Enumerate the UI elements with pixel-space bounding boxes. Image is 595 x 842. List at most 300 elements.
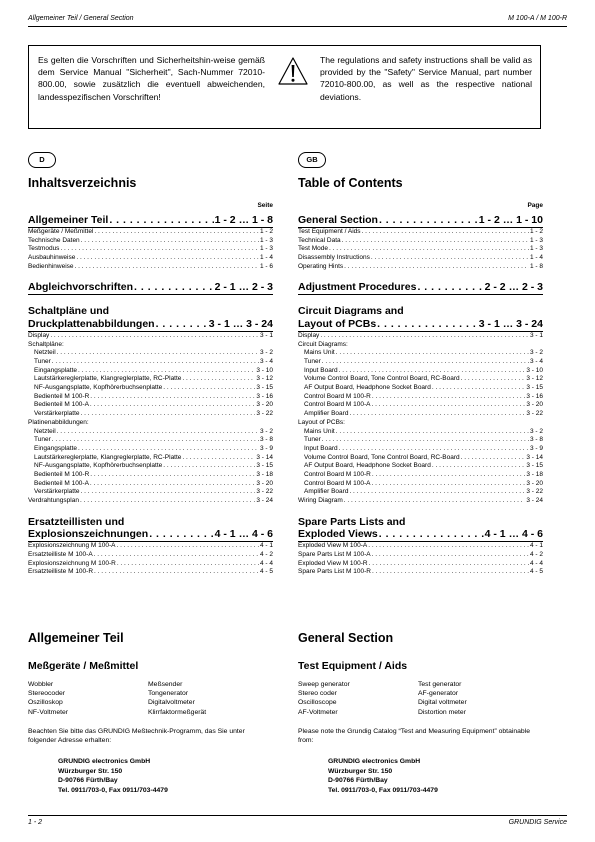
toc-entry-label: Exploded View M 100-A (298, 542, 368, 550)
toc-entry[interactable] (28, 367, 273, 376)
toc-entry-label: Verstärkerplatte (34, 488, 80, 496)
toc-entry[interactable] (28, 384, 273, 393)
equipment-item: Stereocoder (28, 690, 66, 698)
toc-entry[interactable] (28, 497, 273, 506)
toc-entry-page: 3 - 18 (256, 470, 273, 478)
toc-entries (28, 331, 273, 506)
toc-entry-label: Control Board M 100-R (304, 392, 371, 400)
address-line: Tel. 0911/703-0, Fax 0911/703-4479 (328, 787, 438, 794)
toc-entry-page: 3 - 20 (256, 479, 273, 487)
toc-section-heading (28, 318, 273, 330)
toc-section-title-line1: Ersatzteillisten und (28, 515, 125, 528)
toc-entry-page: 3 - 15 (256, 462, 273, 470)
toc-entry-label: Meßgeräte / Meßmittel (28, 228, 94, 235)
toc-entries (298, 227, 543, 271)
toc-entry[interactable] (28, 401, 273, 410)
dot-leader (336, 428, 529, 437)
general-title: General Section (298, 631, 394, 645)
toc-section (298, 281, 543, 295)
dot-leader (78, 367, 255, 376)
toc-section-title: General Section (298, 214, 378, 226)
warning-triangle-icon (277, 56, 309, 86)
toc-entry-page: 4 - 5 (259, 568, 273, 576)
toc-section-heading (298, 318, 543, 330)
dot-leader (371, 480, 525, 489)
dot-leader (461, 454, 526, 463)
toc-entry[interactable] (298, 560, 543, 569)
toc-entry[interactable] (28, 341, 273, 350)
toc-section-page: 1 - 2 … 1 - 10 (478, 214, 543, 226)
toc-section (298, 516, 543, 577)
toc-entries (28, 294, 273, 295)
general-section-de (28, 630, 288, 796)
toc-entry[interactable] (298, 349, 543, 358)
dot-leader (344, 263, 529, 272)
toc-section (28, 516, 273, 577)
general-subtitle: Meßgeräte / Meßmittel (28, 660, 139, 672)
toc-entry-label: Explosionszeichnung M 100-A (28, 542, 116, 550)
toc-entry[interactable] (28, 480, 273, 489)
toc-entry[interactable] (28, 358, 273, 367)
toc-entry-page: 1 - 3 (529, 245, 543, 253)
dot-leader (339, 367, 526, 376)
toc-entry[interactable] (298, 341, 543, 350)
toc-section-page: 1 - 2 … 1 - 8 (214, 214, 273, 226)
toc-entry-label: Testmodus (28, 245, 60, 253)
toc-entry-page: 3 - 14 (526, 453, 543, 461)
toc-entry-label: Input Board (304, 444, 338, 452)
dot-leader (182, 454, 255, 463)
toc-entries (298, 331, 543, 506)
dot-leader (339, 445, 529, 454)
dot-leader (349, 410, 525, 419)
toc-entry-label: NF-Ausgangsplatte, Kopfhörerbuchsenplatte (34, 462, 163, 470)
toc-section-title: Allgemeiner Teil (28, 214, 109, 226)
dot-leader (90, 401, 255, 410)
toc-entry[interactable] (298, 428, 543, 437)
toc-entry-page: 4 - 5 (529, 568, 543, 576)
toc-entry-page: 3 - 22 (526, 410, 543, 418)
toc-entry-label: Tuner (304, 358, 321, 365)
toc-entry-label: Platinenabbildungen: (28, 418, 89, 426)
toc-section-title: Adjustment Procedures (298, 281, 417, 294)
toc-title: Table of Contents (298, 176, 403, 190)
toc-entry-label: Amplifier Board (304, 410, 349, 418)
toc-column-de (28, 174, 273, 577)
toc-entry-label: Ersatzteilliste M 100-R (28, 568, 94, 576)
toc-entry-label: Mains Unit (304, 427, 335, 435)
toc-entry-label: Test Equipment / Aids (298, 228, 361, 235)
toc-entry-page: 3 - 24 (526, 497, 543, 504)
toc-entry-page: 1 - 6 (259, 262, 273, 270)
toc-entry-page: 3 - 2 (259, 427, 273, 435)
dot-leader (163, 462, 255, 471)
toc-entry-label: Eingangsplatte (34, 366, 78, 374)
toc-entry[interactable] (298, 454, 543, 463)
toc-entry-page: 1 - 3 (259, 245, 273, 253)
toc-entry[interactable] (298, 445, 543, 454)
toc-entry-page: 3 - 15 (526, 384, 543, 392)
toc-section-title: Druckplattenabbildungen (28, 317, 155, 330)
toc-section-heading (298, 214, 543, 226)
toc-entry[interactable] (28, 445, 273, 454)
toc-entry[interactable] (28, 419, 273, 428)
toc-entry[interactable] (298, 245, 543, 254)
dot-leader (60, 245, 259, 254)
dot-leader (90, 480, 255, 489)
dot-leader (349, 488, 525, 497)
dot-leader (57, 349, 259, 358)
toc-entry[interactable] (298, 393, 543, 402)
toc-section-page: 4 - 1 … 4 - 6 (484, 528, 543, 541)
dot-leader (156, 318, 208, 330)
toc-entry[interactable] (298, 497, 543, 506)
toc-entry-label: Ausbauhinweise (28, 254, 76, 262)
toc-entry[interactable] (28, 375, 273, 384)
toc-entry[interactable] (298, 480, 543, 489)
toc-section-heading (28, 281, 273, 293)
toc-entry-label: Volume Control Board, Tone Control Board, RC-Board (304, 375, 460, 383)
toc-section-page: 4 - 1 … 4 - 6 (214, 528, 273, 541)
toc-entry[interactable] (298, 237, 543, 246)
toc-section-title: Layout of PCBs (298, 317, 377, 330)
equipment-item: Digitalvoltmeter (148, 699, 195, 707)
toc-entry-page: 3 - 2 (259, 349, 273, 357)
toc-entry-label: Tuner (34, 436, 51, 444)
toc-entry-page: 3 - 4 (259, 358, 273, 365)
dot-leader (417, 281, 483, 293)
toc-entry-page: 3 - 4 (529, 358, 543, 365)
toc-entry[interactable] (298, 401, 543, 410)
toc-entry-page: 3 - 24 (256, 497, 273, 504)
page-footer (28, 815, 567, 828)
equipment-item: NF-Voltmeter (28, 708, 69, 716)
toc-entry-label: Display (28, 331, 50, 339)
toc-entry[interactable] (298, 228, 543, 237)
toc-entry-page: 3 - 8 (259, 436, 273, 444)
toc-entry-page: 3 - 15 (256, 384, 273, 392)
toc-entry[interactable] (298, 488, 543, 497)
toc-entry[interactable] (298, 332, 543, 341)
toc-entry-label: NF-Ausgangsplatte, Kopfhörerbuchsenplatte (34, 384, 163, 392)
dot-leader (342, 237, 529, 246)
equipment-list (28, 680, 288, 717)
equipment-item: Sweep generator (298, 681, 350, 688)
dot-leader (320, 332, 529, 341)
toc-entry-page: 3 - 12 (526, 375, 543, 383)
toc-entry-page: 1 - 3 (259, 236, 273, 244)
footer-page-number: 1 - 2 (28, 819, 43, 826)
dot-leader (81, 237, 259, 246)
toc-entry[interactable] (28, 245, 273, 254)
toc-section-title: Exploded Views (298, 528, 378, 541)
dot-leader (322, 436, 529, 445)
dot-leader (377, 318, 478, 330)
toc-entries (298, 541, 543, 577)
dot-leader (368, 542, 529, 551)
toc-entry[interactable] (28, 462, 273, 471)
language-badge-gb: GB (298, 152, 326, 168)
dot-leader (80, 497, 255, 506)
toc-entry-label: Test Mode (298, 245, 328, 253)
toc-entry-page: 3 - 9 (259, 444, 273, 452)
toc-entry-page: 3 - 2 (529, 427, 543, 435)
toc-entry-label: Spare Parts List M 100-A (298, 550, 371, 558)
dot-leader (90, 393, 255, 402)
toc-entry-label: Tuner (34, 358, 51, 365)
toc-entry-page: 3 - 8 (529, 436, 543, 444)
dot-leader (379, 528, 484, 540)
equipment-item: Wobbler (28, 681, 54, 688)
toc-entry-page: 1 - 3 (529, 236, 543, 244)
dot-leader (81, 488, 256, 497)
dot-leader (362, 228, 529, 237)
dot-leader (329, 245, 529, 254)
toc-entry[interactable] (28, 428, 273, 437)
toc-section-title-line1: Spare Parts Lists and (298, 515, 406, 528)
toc-entry-label: Disassembly Instructions (298, 254, 370, 262)
general-text: Beachten Sie bitte das GRUNDIG Meßtechnik-Programm, das Sie unter folgender Adresse erhalten: (28, 727, 245, 745)
general-section-en (298, 630, 558, 796)
toc-section-heading (28, 214, 273, 226)
toc-entry[interactable] (298, 367, 543, 376)
toc-entry-label: Exploded View M 100-R (298, 559, 368, 567)
equipment-item: Meßsender (148, 681, 183, 688)
dot-leader (461, 375, 526, 384)
toc-entry-label: Verstärkerplatte (34, 410, 80, 418)
equipment-item: Digital voltmeter (418, 699, 467, 707)
dot-leader (372, 471, 526, 480)
toc-entry[interactable] (298, 410, 543, 419)
dot-leader (94, 228, 259, 237)
toc-entry[interactable] (28, 542, 273, 551)
toc-entry[interactable] (28, 228, 273, 237)
equipment-item: Oszilloskop (28, 699, 63, 707)
toc-entry-page: 3 - 10 (526, 366, 543, 374)
equipment-item: Klirrfaktormeßgerät (148, 708, 207, 716)
toc-entry-label: Control Board M 100-A (304, 479, 371, 487)
toc-entry-page: 3 - 2 (529, 349, 543, 357)
toc-entry-page: 4 - 1 (259, 542, 273, 550)
dot-leader (75, 263, 259, 272)
toc-entry[interactable] (28, 471, 273, 480)
dot-leader (94, 568, 259, 577)
toc-entry[interactable] (298, 462, 543, 471)
toc-column-en (298, 174, 543, 577)
toc-entry-page: 3 - 12 (256, 375, 273, 383)
toc-entry-label: Circuit Diagrams: (298, 340, 348, 348)
toc-entry[interactable] (298, 384, 543, 393)
page-column-label: Page (527, 202, 543, 209)
equipment-item: Stereo coder (298, 690, 337, 698)
toc-entry-label: Bedienteil M 100-R (34, 392, 90, 400)
toc-entry[interactable] (28, 488, 273, 497)
toc-entry[interactable] (298, 436, 543, 445)
toc-entry[interactable] (28, 237, 273, 246)
address-line: D-90766 Fürth/Bay (58, 777, 118, 785)
toc-entry-label: Control Board M 100-A (304, 401, 371, 409)
equipment-item: AF-generator (418, 690, 459, 698)
dot-leader (50, 332, 259, 341)
toc-entry[interactable] (298, 419, 543, 428)
equipment-list (298, 680, 558, 717)
toc-entry-label: AF Output Board, Headphone Socket Board (304, 462, 431, 470)
toc-entry-label: Technical Data (298, 236, 341, 244)
toc-entry-label: Verdrahtungsplan (28, 497, 79, 504)
page-column-label: Seite (257, 202, 273, 209)
toc-entry[interactable] (28, 349, 273, 358)
dot-leader (432, 462, 526, 471)
toc-entry-page: 3 - 16 (256, 392, 273, 400)
dot-leader (379, 214, 478, 226)
toc-entry[interactable] (28, 410, 273, 419)
header-left: Allgemeiner Teil / General Section (28, 15, 134, 22)
dot-leader (432, 384, 526, 393)
toc-entry-page: 3 - 18 (526, 470, 543, 478)
dot-leader (371, 401, 525, 410)
notice-text-en: The regulations and safety instructions shall be valid as provided by the "Safety" Service Manual, part number 72010-800.00, as well as the respective national deviations. (320, 55, 532, 102)
toc-entry[interactable] (28, 454, 273, 463)
toc-entry-label: Bedienteil M 100-A (34, 479, 89, 487)
toc-section-title: Abgleichvorschriften (28, 281, 134, 294)
toc-entry[interactable] (298, 568, 543, 577)
equipment-item: Tongenerator (148, 690, 189, 698)
equipment-item: AF-Voltmeter (298, 708, 338, 716)
dot-leader (336, 349, 529, 358)
dot-leader (149, 528, 213, 540)
address-line: GRUNDIG electronics GmbH (328, 758, 421, 766)
toc-entry-label: Amplifier Board (304, 488, 349, 496)
address-line: Würzburger Str. 150 (328, 767, 393, 775)
toc-entry-page: 3 - 20 (526, 401, 543, 409)
dot-leader (322, 358, 529, 367)
toc-entry[interactable] (28, 568, 273, 577)
toc-entry[interactable] (28, 436, 273, 445)
toc-entry-label: Netzteil (34, 349, 56, 357)
toc-entry[interactable] (28, 332, 273, 341)
toc-entry[interactable] (28, 551, 273, 560)
toc-entry-page: 3 - 10 (256, 366, 273, 374)
dot-leader (372, 393, 526, 402)
toc-entry-page: 4 - 2 (529, 550, 543, 558)
toc-entry[interactable] (298, 358, 543, 367)
toc-entries (28, 541, 273, 577)
toc-section-page: 2 - 1 … 2 - 3 (214, 281, 273, 294)
dot-leader (372, 551, 529, 560)
dot-leader (81, 410, 256, 419)
toc-entry-label: Bedienteil M 100-A (34, 401, 89, 409)
toc-entry-label: Display (298, 331, 320, 339)
toc-entry[interactable] (28, 254, 273, 263)
header-right: M 100-A / M 100-R (508, 15, 567, 22)
dot-leader (57, 428, 259, 437)
dot-leader (78, 445, 259, 454)
dot-leader (369, 560, 529, 569)
equipment-item: Distortion meter (418, 708, 466, 716)
language-badge-de: D (28, 152, 56, 168)
toc-entry-label: AF Output Board, Headphone Socket Board (304, 384, 431, 392)
toc-entry-page: 4 - 1 (529, 542, 543, 550)
dot-leader (109, 214, 213, 226)
toc-entry-label: Operating Hints (298, 262, 344, 270)
address-line: GRUNDIG electronics GmbH (58, 758, 151, 766)
dot-leader (372, 568, 529, 577)
toc-entry-page: 3 - 22 (256, 410, 273, 418)
toc-entry[interactable] (298, 254, 543, 263)
toc-section-page: 3 - 1 … 3 - 24 (478, 317, 543, 330)
toc-section-heading (28, 528, 273, 540)
toc-entry-page: 1 - 8 (529, 262, 543, 270)
dot-leader (116, 542, 259, 551)
toc-entry[interactable] (28, 560, 273, 569)
address-line: Würzburger Str. 150 (58, 767, 123, 775)
toc-section-title-line1: Schaltpläne und (28, 305, 110, 318)
toc-section-title: Explosionszeichnungen (28, 528, 149, 541)
toc-entry-label: Layout of PCBs: (298, 418, 345, 426)
toc-entry-page: 3 - 15 (526, 462, 543, 470)
toc-entry[interactable] (28, 263, 273, 272)
toc-section-page: 2 - 2 … 2 - 3 (484, 281, 543, 294)
toc-section-title-line1: Circuit Diagrams and (298, 305, 404, 318)
toc-entry[interactable] (298, 542, 543, 551)
toc-entry-page: 3 - 20 (256, 401, 273, 409)
toc-entry-label: Explosionszeichnung M 100-R (28, 559, 116, 567)
equipment-item: Oscilloscope (298, 699, 337, 707)
toc-entry-label: Spare Parts List M 100-R (298, 568, 371, 576)
address-line: D-90766 Fürth/Bay (328, 777, 388, 785)
toc-section-heading (298, 281, 543, 293)
toc-entries (28, 227, 273, 271)
toc-entry[interactable] (298, 263, 543, 272)
dot-leader (52, 358, 259, 367)
general-text: Please note the Grundig Catalog “Test and Measuring Equipment” obtainable from: (298, 727, 530, 745)
toc-entry-label: Lautstärkereglerplatte, Klangreglerplatte, RC-Platte (34, 375, 182, 383)
equipment-item: Test generator (418, 681, 462, 688)
toc-entry-label: Control Board M 100-R (304, 470, 371, 478)
toc-entry[interactable] (298, 551, 543, 560)
toc-entry-page: 3 - 20 (526, 479, 543, 487)
toc-entry-label: Volume Control Board, Tone Control Board, RC-Board (304, 453, 460, 461)
toc-entry-label: Bedienteil M 100-R (34, 470, 90, 478)
toc-title: Inhaltsverzeichnis (28, 176, 137, 190)
toc-section (28, 214, 273, 271)
general-title: Allgemeiner Teil (28, 631, 124, 645)
toc-entry-page: 3 - 1 (259, 331, 273, 339)
dot-leader (163, 384, 255, 393)
address-line: Tel. 0911/703-0, Fax 0911/703-4479 (58, 787, 168, 794)
toc-entry-label: Eingangsplatte (34, 444, 78, 452)
toc-entry-page: 4 - 2 (259, 550, 273, 558)
toc-entry-label: Lautstärkereglerplatte, Klangreglerplatte, RC-Platte (34, 453, 182, 461)
toc-section-heading (298, 528, 543, 540)
toc-entry[interactable] (298, 471, 543, 480)
toc-section (298, 305, 543, 505)
toc-entry[interactable] (298, 375, 543, 384)
toc-entries (298, 294, 543, 295)
dot-leader (344, 497, 526, 506)
toc-entry-page: 1 - 4 (259, 254, 273, 262)
page-header (28, 14, 567, 27)
toc-entry-page: 1 - 2 (259, 228, 273, 235)
toc-entry-label: Tuner (304, 436, 321, 444)
toc-entry-page: 3 - 14 (256, 453, 273, 461)
toc-entry-page: 3 - 16 (526, 392, 543, 400)
toc-entry-page: 1 - 2 (529, 228, 543, 235)
toc-entry-page: 3 - 1 (529, 331, 543, 339)
toc-section-page: 3 - 1 … 3 - 24 (208, 317, 273, 330)
toc-entry[interactable] (28, 393, 273, 402)
dot-leader (117, 560, 259, 569)
